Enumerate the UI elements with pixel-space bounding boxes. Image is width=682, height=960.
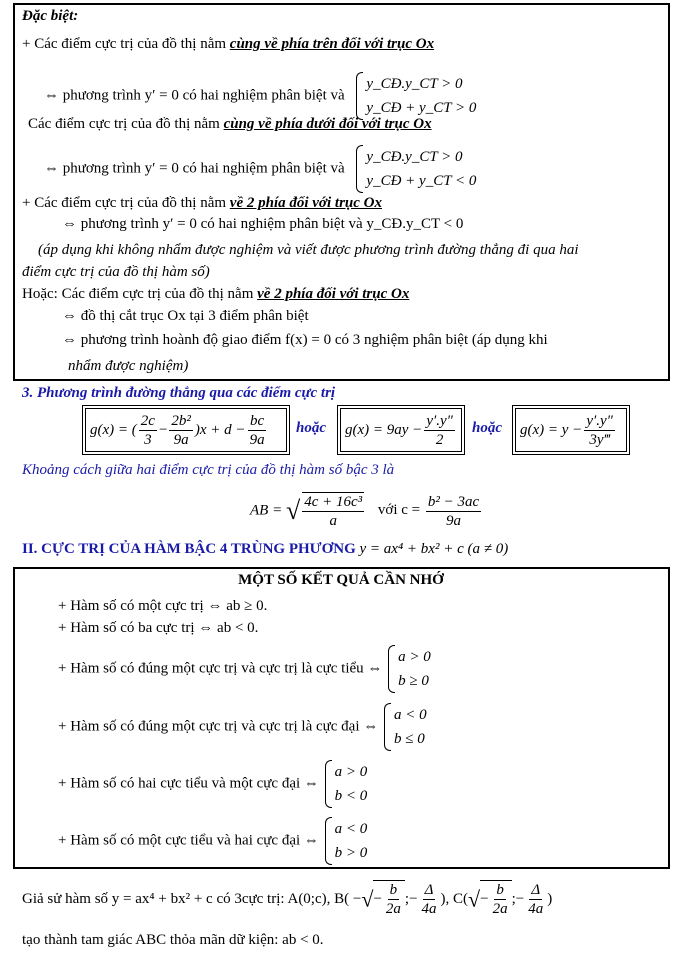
distance-formula: AB = √ $\frac{\text{4c + 16c³}}{a}$ với c = $\frac{\text{b² − 3ac}}{9a}$ [250, 493, 480, 529]
note-line-1: (áp dụng khi không nhẩm được nghiệm và viết được phương trình đường thẳng đi qua hai [38, 242, 579, 258]
formula-box-1: g(x) = ( $\frac{2c}{3}$ − $\frac{\text{2b²}}{9a}$ )x + d − $\frac{bc}{9a}$ [82, 405, 290, 455]
triangle-condition: tạo thành tam giác ABC thỏa mãn dữ kiện: ab < 0. [22, 932, 324, 948]
alt-both-sides-line: Hoặc: Các điểm cực trị của đồ thị nằm về 2 phía đối với trục Ox [22, 286, 410, 302]
results-box-title: MỘT SỐ KẾT QUẢ CẦN NHỚ [238, 572, 444, 588]
formula-box-2: g(x) = 9ay − $\frac{y'.y''}{2}$ [337, 405, 465, 455]
three-extrema-points: Giả sử hàm số y = ax⁴ + bx² + c có 3cực trị: A(0;c), B( −√− $\frac{b}{2a}$ ;− $\frac{\Delta}{4a}$ ), C(√− $\frac{b}{2a}$ ;− $\frac{\Delta}{4a}$ ) [22, 882, 553, 917]
special-title: Đặc biệt: [22, 8, 79, 24]
case-below-condition: ⇔ phương trình y′ = 0 có hai nghiệm phân biệt và y_CĐ.y_CT > 0 y_CĐ + y_CT < 0 [44, 145, 476, 193]
case-above-condition: ⇔ phương trình y′ = 0 có hai nghiệm phân biệt và y_CĐ.y_CT > 0 y_CĐ + y_CT > 0 [44, 72, 476, 120]
note-line-2: điểm cực trị của đồ thị hàm số) [22, 264, 210, 280]
rule-one-max: + Hàm số có đúng một cực trị và cực trị là cực đại ⇔ a < 0 b ≤ 0 [58, 703, 427, 751]
or-label-1: hoặc [296, 420, 326, 436]
rule-one-extremum: + Hàm số có một cực trị ⇔ ab ≥ 0. [58, 598, 268, 614]
formula-box-3: g(x) = y − $\frac{y'.y''}{3y‴}$ [512, 405, 630, 455]
rule-one-min: + Hàm số có đúng một cực trị và cực trị là cực tiểu ⇔ a > 0 b ≥ 0 [58, 645, 431, 693]
section2-heading: II. CỰC TRỊ CỦA HÀM BẬC 4 TRÙNG PHƯƠNG y = ax⁴ + bx² + c (a ≠ 0) [22, 541, 509, 557]
rule-two-min-one-max: + Hàm số có hai cực tiểu và một cực đại ⇔ a > 0 b < 0 [58, 760, 367, 808]
alt-condition-2: ⇔ phương trình hoành độ giao điểm f(x) = 0 có 3 nghiệm phân biệt (áp dụng khi [62, 332, 548, 348]
rule-one-min-two-max: + Hàm số có một cực tiểu và hai cực đại ⇔ a < 0 b > 0 [58, 817, 367, 865]
alt-condition-3: nhẩm được nghiệm) [68, 358, 189, 374]
case-both-sides-condition: ⇔ phương trình y′ = 0 có hai nghiệm phân biệt và y_CĐ.y_CT < 0 [62, 216, 464, 232]
case-below-line: Các điểm cực trị của đồ thị nằm cùng về phía dưới đối với trục Ox [28, 116, 432, 132]
alt-condition-1: ⇔ đồ thị cắt trục Ox tại 3 điểm phân biệt [62, 308, 309, 324]
rule-three-extrema: + Hàm số có ba cực trị ⇔ ab < 0. [58, 620, 259, 636]
distance-title: Khoảng cách giữa hai điểm cực trị của đồ thị hàm số bậc 3 là [22, 462, 395, 478]
section3-heading: 3. Phương trình đường thẳng qua các điểm cực trị [22, 385, 336, 401]
case-both-sides-line: + Các điểm cực trị của đồ thị nằm về 2 phía đối với trục Ox [22, 195, 382, 211]
or-label-2: hoặc [472, 420, 502, 436]
case-above-line: + Các điểm cực trị của đồ thị nằm cùng về phía trên đối với trục Ox [22, 36, 435, 52]
